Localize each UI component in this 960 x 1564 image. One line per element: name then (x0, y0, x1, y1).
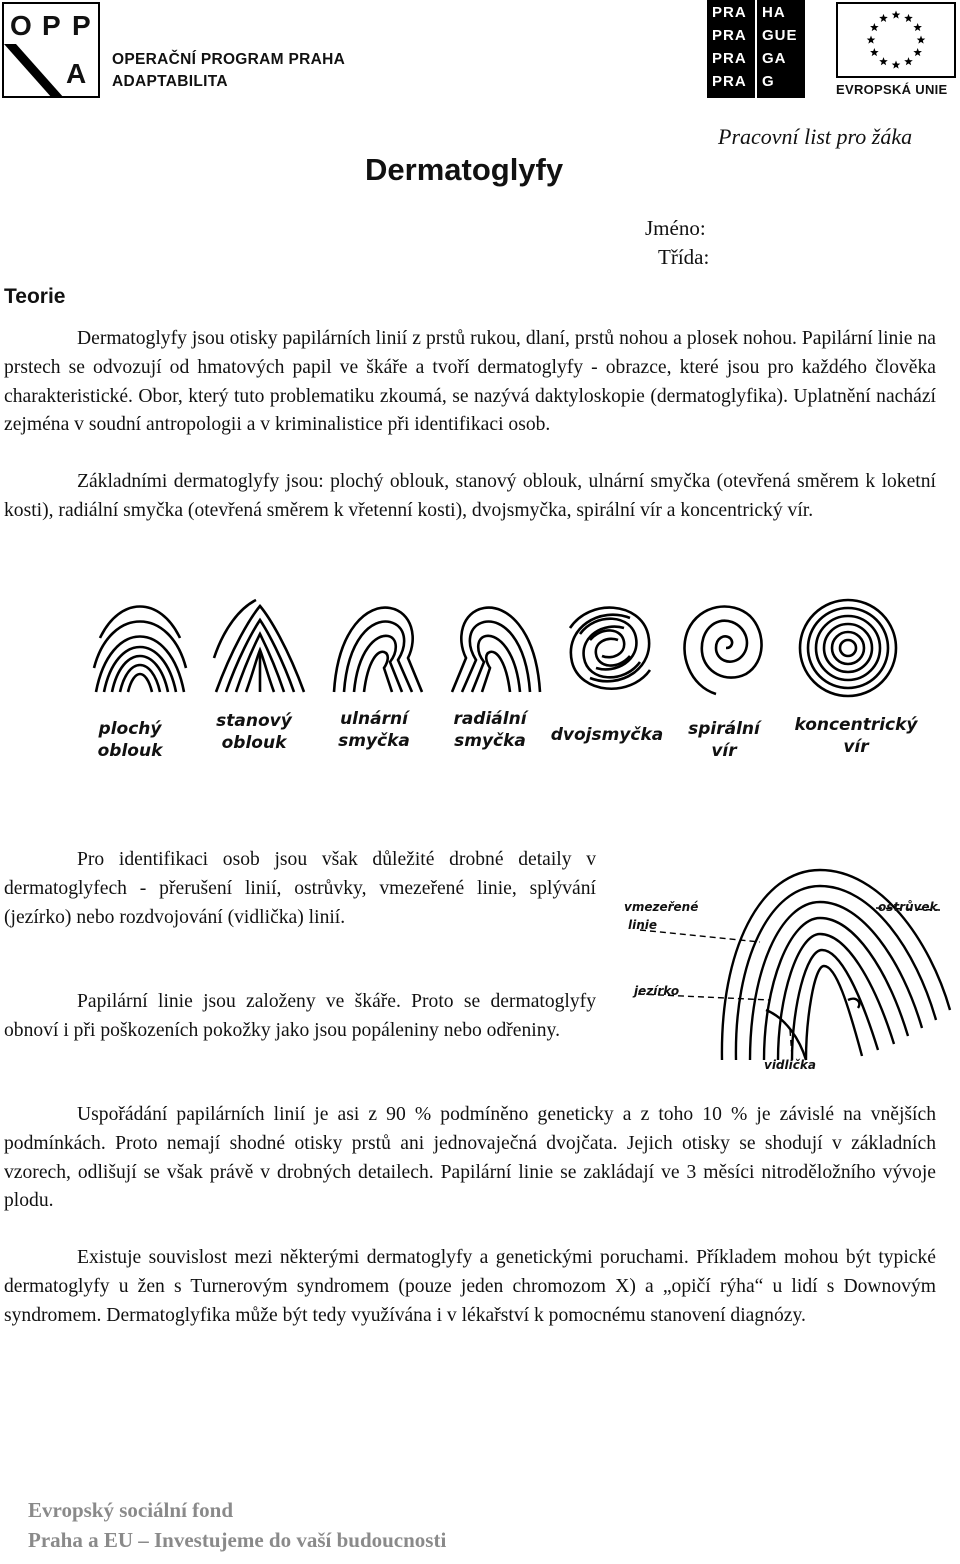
eu-stars-icon (838, 4, 954, 76)
eu-star-icon (867, 36, 876, 44)
detail-label-ostruvek: ostrůvek (878, 900, 938, 914)
paragraph-disorders: Existuje souvislost mezi některými dermatoglyfy a genetickými poruchami. Příkladem mohou být typické dermatoglyfy u žen s Turnerovým syndromem (pouze jeden chromozom X) a „opičí rýha“ u lidí s Downovým syndromem. Dermatoglyfika může být tedy využívána i v lékařství k pomocnému stanovení diagnózy. (4, 1247, 936, 1326)
opp-logo-box (2, 2, 100, 98)
tented-arch-icon (210, 598, 310, 698)
fingerprint-patterns-figure (80, 590, 940, 790)
fingerprint-detail-icon (610, 860, 960, 1080)
pattern-label: koncentrický vír (794, 715, 918, 757)
section-heading: Teorie (4, 285, 66, 308)
praha-cell: GA (762, 50, 787, 67)
page-title: Dermatoglyfy (365, 152, 564, 187)
pattern-label: dvojsmyčka (550, 725, 664, 745)
pattern-label: ulnární smyčka (338, 709, 410, 751)
eu-star-icon (892, 61, 901, 69)
eu-star-icon (879, 14, 888, 22)
opp-letter-p2: P (72, 10, 91, 41)
eu-logo (834, 0, 960, 100)
spiral-whorl-icon (676, 596, 776, 700)
class-label: Třída: (658, 245, 710, 269)
praha-cell: GUE (762, 27, 798, 44)
paragraph-details: Pro identifikaci osob jsou však důležité drobné detaily v dermatoglyfech - přerušení linií, ostrůvky, vmezeřené linie, splývání (jezírko) nebo rozdvojování (vidlička) linií. (4, 849, 596, 928)
worksheet-label: Pracovní list pro žáka (718, 124, 913, 149)
pattern-label: plochý oblouk (97, 719, 163, 761)
paragraph-intro: Dermatoglyfy jsou otisky papilárních linií z prstů rukou, dlaní, prstů nohou a plosek nohou. Papilární linie na prstech se odvozují od hmatových papil ve škáře a tvoří dermatoglyfy - obrazce, které jsou pro každého člověka charakteristické. Obor, který tuto problematiku zkoumá, se nazývá daktyloskopie (dermatoglyfika). Uplatnění nachází zejména v soudní antropologii a v kriminalistice při identifikaci osob. (4, 328, 936, 436)
eu-flag (836, 2, 956, 78)
footer-line2: Praha a EU – Investujeme do vaší budoucnosti (28, 1528, 447, 1552)
praha-cell: HA (762, 4, 786, 21)
eu-star-icon (913, 48, 922, 56)
eu-star-icon (917, 36, 926, 44)
detail-label-jezirko: jezírko (634, 984, 680, 998)
ulnar-loop-icon (328, 598, 428, 698)
eu-star-icon (870, 23, 879, 31)
pattern-label: stanový oblouk (216, 711, 292, 753)
eu-star-icon (913, 23, 922, 31)
paragraph-basic-patterns: Základními dermatoglyfy jsou: plochý oblouk, stanový oblouk, ulnární smyčka (otevřená směrem k loketní kosti), radiální smyčka (otevřená směrem k vřetenní kosti), dvojsmyčka, spirální vír a koncentrický vír. (4, 471, 936, 521)
eu-star-icon (904, 57, 913, 65)
eu-logo-caption: EVROPSKÁ UNIE (836, 82, 948, 97)
pattern-label: radiální smyčka (453, 709, 527, 751)
opp-logo-line2: ADAPTABILITA (112, 73, 228, 90)
praha-cell: PRA (712, 50, 747, 67)
fingerprint-details-figure (610, 860, 960, 1080)
opp-logo-line1: OPERAČNÍ PROGRAM PRAHA (112, 51, 346, 68)
footer-line1: Evropský sociální fond (28, 1498, 234, 1522)
concentric-whorl-icon (796, 596, 900, 700)
praha-cell: G (762, 73, 775, 90)
detail-label-vmezerene: vmezeřené (624, 900, 699, 914)
praha-cell: PRA (712, 73, 747, 90)
eu-star-icon (879, 57, 888, 65)
praha-cell: PRA (712, 4, 747, 21)
praha-logo (707, 0, 807, 98)
eu-star-icon (870, 48, 879, 56)
praha-cell: PRA (712, 27, 747, 44)
name-label: Jméno: (645, 216, 706, 240)
opp-letter-p1: P (42, 10, 61, 41)
plain-arch-icon (90, 598, 190, 698)
radial-loop-icon (446, 598, 546, 698)
opp-letter-a: A (66, 58, 87, 89)
paragraph-genetics: Uspořádání papilárních linií je asi z 90 % podmíněno geneticky a z toho 10 % je závislé na vnějších podmínkách. Proto nemají shodné otisky prstů ani jednovaječná dvojčata. Jejich otisky se shodují v základních vzorech, odlišují se však právě v drobných detailech. Papilární linie se zakládají ve 3 měsíci nitroděložního vývoje plodu. (4, 1104, 936, 1212)
paragraph-dermis: Papilární linie jsou založeny ve škáře. Proto se dermatoglyfy obnoví i při poškozeních pokožky jako jsou popáleniny nebo odřeniny. (4, 991, 596, 1041)
opp-letter-o: O (10, 10, 32, 41)
eu-star-icon (904, 14, 913, 22)
detail-label-vidlicka: vidlička (764, 1058, 816, 1072)
pattern-label: spirální vír (688, 719, 760, 761)
detail-label-linie: linie (628, 918, 658, 932)
eu-star-icon (892, 11, 901, 19)
double-loop-icon (560, 598, 660, 698)
opp-logo (2, 2, 362, 100)
